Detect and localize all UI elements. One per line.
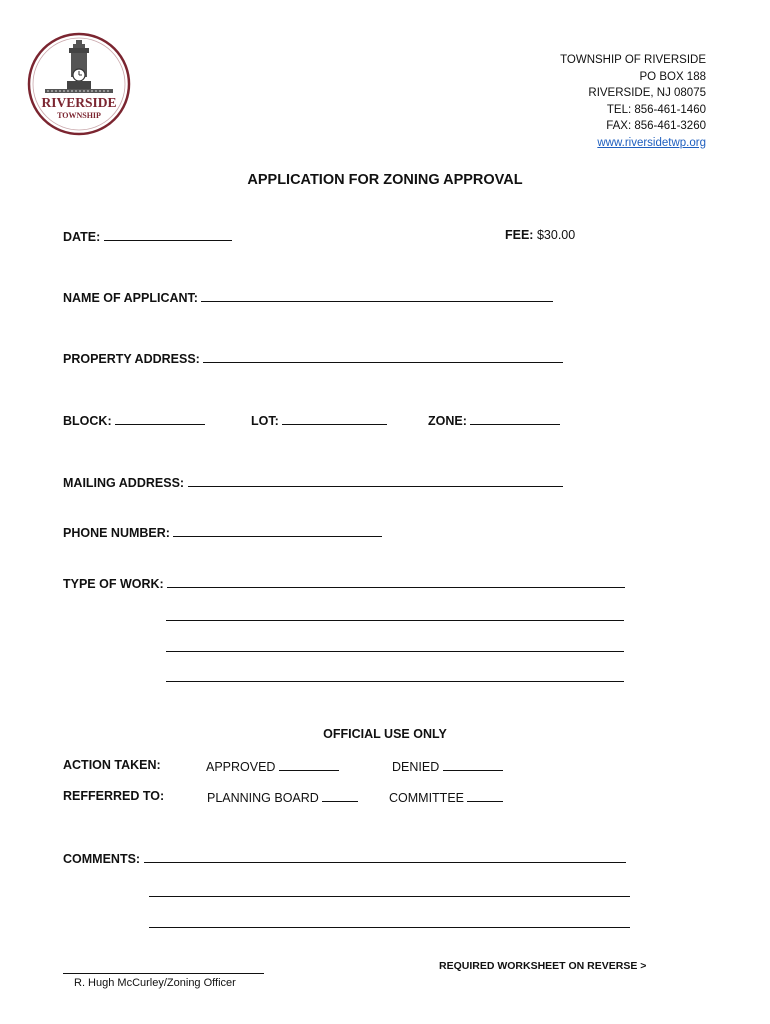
fax-line: FAX: 856-461-3260	[606, 120, 706, 132]
lot-blank[interactable]	[282, 412, 387, 425]
block-blank[interactable]	[115, 412, 205, 425]
phone-label: PHONE NUMBER:	[63, 526, 170, 540]
comments-blank-2[interactable]	[149, 896, 630, 897]
date-blank[interactable]	[104, 228, 232, 241]
property-label: PROPERTY ADDRESS:	[63, 352, 200, 366]
work-blank-2[interactable]	[166, 620, 624, 621]
approved-option[interactable]	[206, 758, 339, 774]
fee-field	[505, 228, 575, 242]
committee-blank[interactable]	[467, 789, 503, 802]
logo-name-bottom: TOWNSHIP	[57, 111, 101, 120]
signature-name: R. Hugh McCurley/Zoning Officer	[74, 977, 236, 989]
approved-label: APPROVED	[206, 760, 276, 774]
property-blank[interactable]	[203, 350, 563, 363]
website-link[interactable]: www.riversidetwp.org	[597, 136, 706, 149]
signature-line[interactable]	[63, 973, 264, 974]
zone-blank[interactable]	[470, 412, 560, 425]
planning-board-label: PLANNING BOARD	[207, 791, 319, 805]
fee-value: $30.00	[536, 228, 576, 242]
block-field[interactable]	[63, 412, 205, 428]
riverside-township-logo	[27, 32, 131, 136]
comments-label: COMMENTS:	[63, 852, 141, 866]
township-address-block	[560, 52, 706, 151]
denied-option[interactable]	[392, 758, 503, 774]
phone-line: TEL: 856-461-1460	[606, 103, 706, 116]
lot-label: LOT:	[251, 414, 279, 428]
comments-blank-1[interactable]	[144, 850, 626, 863]
planning-board-option[interactable]	[207, 789, 358, 805]
denied-blank[interactable]	[443, 758, 503, 771]
address-line-1: TOWNSHIP OF RIVERSIDE	[560, 54, 706, 66]
committee-label: COMMITTEE	[389, 791, 464, 805]
logo-name-top: RIVERSIDE	[41, 95, 117, 110]
date-label: DATE:	[63, 230, 101, 244]
zone-label: ZONE:	[428, 414, 467, 428]
applicant-label: NAME OF APPLICANT:	[63, 291, 198, 305]
applicant-blank[interactable]	[201, 289, 553, 302]
work-blank-3[interactable]	[166, 651, 624, 652]
date-field[interactable]	[63, 228, 232, 244]
phone-blank[interactable]	[173, 524, 382, 537]
property-address-field[interactable]	[63, 350, 563, 366]
official-use-heading: OFFICIAL USE ONLY	[323, 727, 447, 741]
work-blank-4[interactable]	[166, 681, 624, 682]
block-label: BLOCK:	[63, 414, 112, 428]
mailing-label: MAILING ADDRESS:	[63, 476, 185, 490]
worksheet-note: REQUIRED WORKSHEET ON REVERSE >	[439, 960, 647, 972]
fee-label: FEE:	[505, 228, 534, 242]
lot-field[interactable]	[251, 412, 387, 428]
zone-field[interactable]	[428, 412, 560, 428]
comments-field[interactable]	[63, 850, 626, 866]
type-of-work-field[interactable]	[63, 575, 625, 591]
phone-number-field[interactable]	[63, 524, 382, 540]
work-label: TYPE OF WORK:	[63, 577, 164, 591]
mailing-blank[interactable]	[188, 474, 563, 487]
action-taken-label: ACTION TAKEN:	[63, 758, 161, 772]
address-line-3: RIVERSIDE, NJ 08075	[588, 87, 706, 99]
address-line-2: PO BOX 188	[639, 70, 706, 83]
page-title: APPLICATION FOR ZONING APPROVAL	[247, 172, 523, 188]
approved-blank[interactable]	[279, 758, 339, 771]
comments-blank-3[interactable]	[149, 927, 630, 928]
denied-label: DENIED	[392, 760, 440, 774]
mailing-address-field[interactable]	[63, 474, 563, 490]
work-blank-1[interactable]	[167, 575, 625, 588]
planning-board-blank[interactable]	[322, 789, 358, 802]
committee-option[interactable]	[389, 789, 503, 805]
referred-to-label: REFFERRED TO:	[63, 789, 165, 803]
applicant-name-field[interactable]	[63, 289, 553, 305]
